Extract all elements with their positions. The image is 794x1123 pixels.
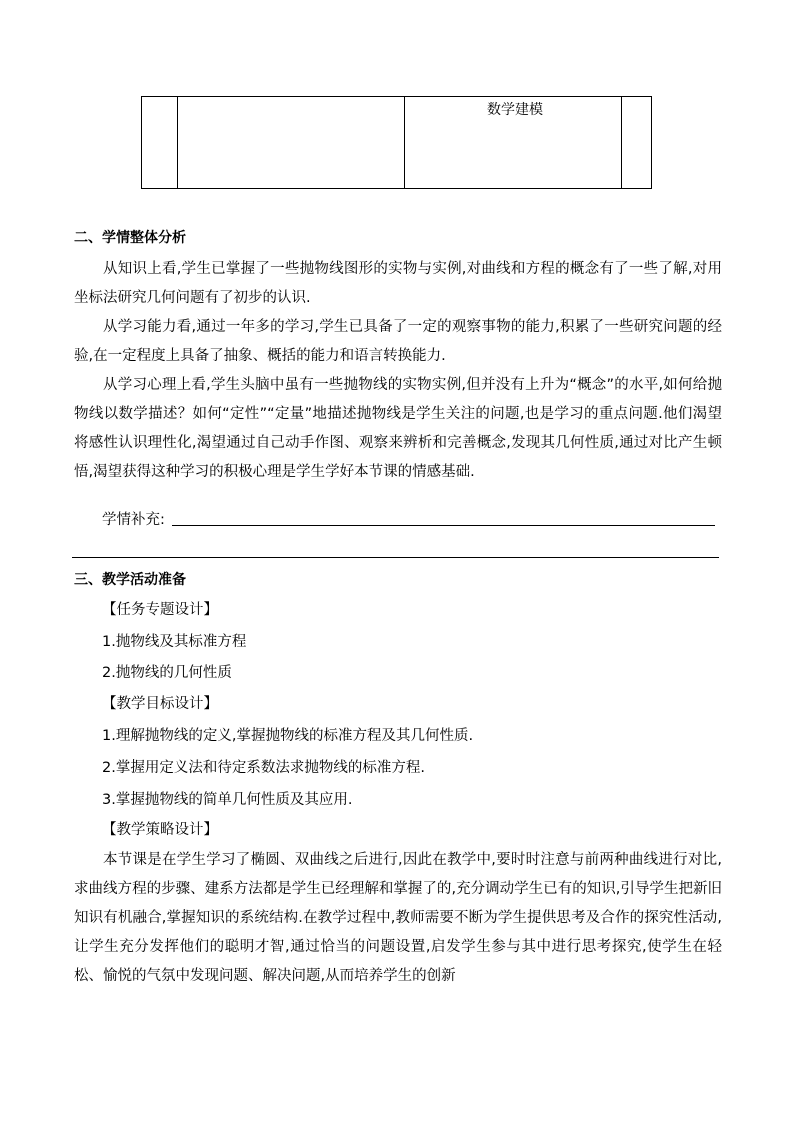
strategy-para: 本节课是在学生学习了椭圆、双曲线之后进行,因此在教学中,要时时注意与前两种曲线进行对比,求曲线方程的步骤、建系方法都是学生已经理解和掌握了的,充分调动学生已有的知识,引导学生把新旧知识有机融合,掌握知识的系统结构.在教学过程中,教师需要不断为学生提供思考及合作的探究性活动,让学生充分发挥他们的聪明才智,通过恰当的问题设置,启发学生参与其中进行思考探究,使学生在轻松、愉悦的气氛中发现问题、解决问题,从而培养学生的创新 xyxy=(74,852,722,984)
goal-item: 3.掌握抛物线的简单几何性质及其应用. xyxy=(102,792,353,808)
table-divider xyxy=(177,97,178,188)
section3-heading: 三、教学活动准备 xyxy=(74,572,186,588)
lesson-table xyxy=(141,96,652,189)
task-item: 1.抛物线及其标准方程 xyxy=(102,634,247,650)
table-cell-text: 数学建模 xyxy=(487,102,543,118)
supplement-label: 学情补充: xyxy=(102,512,165,528)
section2-para-knowledge: 从知识上看,学生已掌握了一些抛物线图形的实物与实例,对曲线和方程的概念有了一些了解,对用坐标法研究几何问题有了初步的认识. xyxy=(74,261,722,306)
task-design-title: 【任务专题设计】 xyxy=(102,602,218,618)
section2-para-ability: 从学习能力看,通过一年多的学习,学生已具备了一定的观察事物的能力,积累了一些研究问题的经验,在一定程度上具备了抽象、概括的能力和语言转换能力. xyxy=(74,319,722,364)
table-divider xyxy=(404,97,405,188)
supplement-fill-line xyxy=(172,525,715,526)
task-item: 2.抛物线的几何性质 xyxy=(102,665,232,681)
goal-item: 2.掌握用定义法和待定系数法求抛物线的标准方程. xyxy=(102,760,425,776)
section-divider xyxy=(72,557,719,558)
strategy-design-title: 【教学策略设计】 xyxy=(102,822,218,838)
section2-para-psychology: 从学习心理上看,学生头脑中虽有一些抛物线的实物实例,但并没有上升为“概念”的水平,如何给抛物线以数学描述？如何“定性”“定量”地描述抛物线是学生关注的问题,也是学习的重点问题.他们渴望将感性认识理性化,渴望通过自己动手作图、观察来辨析和完善概念,发现其几何性质,通过对比产生顿悟,渴望获得这种学习的积极心理是学生学好本节课的情感基础. xyxy=(74,377,722,480)
goal-item: 1.理解抛物线的定义,掌握抛物线的标准方程及其几何性质. xyxy=(102,728,474,744)
section2-heading: 二、学情整体分析 xyxy=(74,230,186,246)
goal-design-title: 【教学目标设计】 xyxy=(102,696,218,712)
